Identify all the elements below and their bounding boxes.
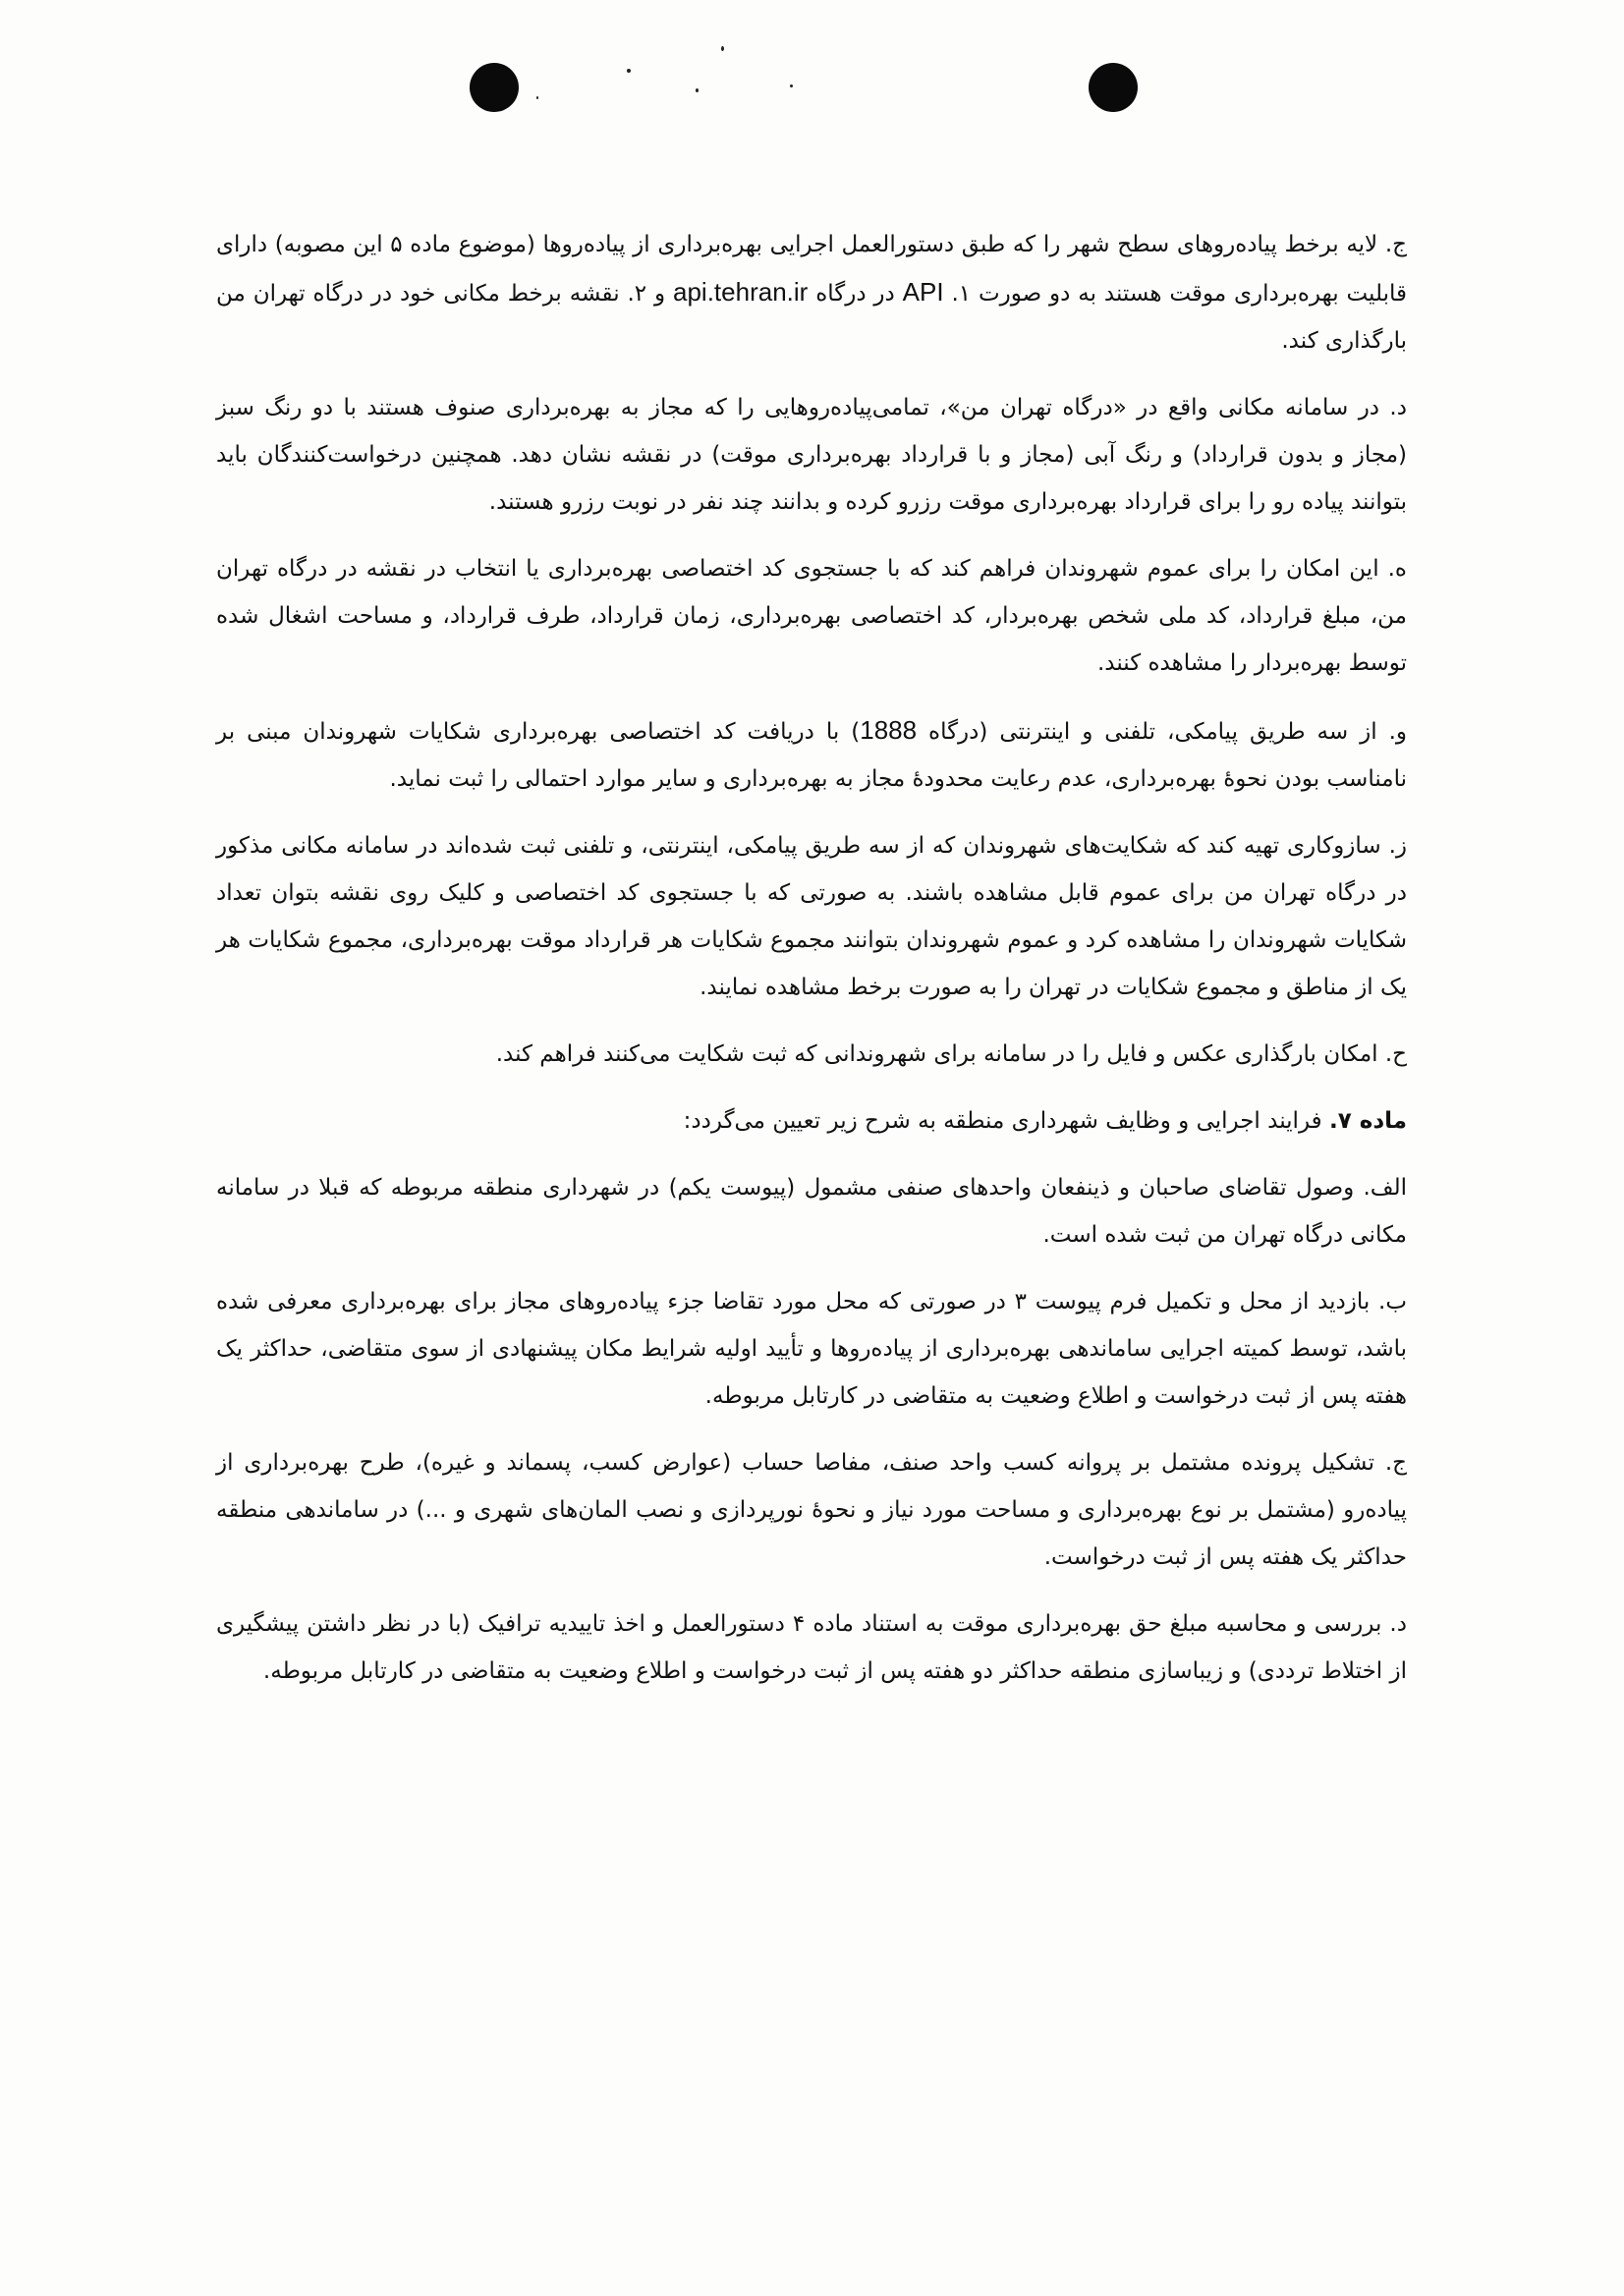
scan-speck [721, 46, 724, 51]
scan-speck [536, 96, 538, 99]
paragraph-he: ه. این امکان را برای عموم شهروندان فراهم کند که با جستجوی کد اختصاصی بهره‌برداری یا انتخاب در نقشه در درگاه تهران من، مبلغ قرارداد، کد ملی شخص بهره‌بردار، کد اختصاصی بهره‌برداری، زمان قرارداد، طرف قرارداد، و مساحت اشغال شده توسط بهره‌بردار را مشاهده کنند. [216, 556, 1407, 676]
article-7-text: فرایند اجرایی و وظایف شهرداری منطقه به شرح زیر تعیین می‌گردد: [683, 1108, 1329, 1134]
document-body [216, 221, 1407, 1714]
punch-hole-left [470, 63, 519, 112]
paragraph-je: ج. لایه برخط پیاده‌روهای سطح شهر را که طبق دستورالعمل اجرایی بهره‌برداری از پیاده‌روها (موضوع ماده ۵ این مصوبه) دارای قابلیت بهره‌برداری موقت هستند به دو صورت ۱. API در درگاه api.tehran.ir و ۲. نقشه برخط مکانی خود در درگاه تهران من بارگذاری کند. [216, 232, 1408, 354]
portal-number: 1888 [860, 715, 918, 745]
article-7-heading [216, 1097, 1407, 1145]
paragraph-dal: د. در سامانه مکانی واقع در «درگاه تهران من»، تمامی‌پیاده‌روهایی را که مجاز به بهره‌برداری صنوف هستند با دو رنگ سبز (مجاز و بدون قرارداد) و رنگ آبی (مجاز و با قرارداد بهره‌برداری موقت) در نقشه نشان دهد. همچنین درخواست‌کنندگان باید بتوانند پیاده رو را برای قرارداد بهره‌برداری موقت رزرو کرده و بدانند چند نفر در نوبت رزرو هستند. [216, 395, 1407, 515]
api-term: API [902, 277, 944, 307]
article-7-label: ماده ۷. [1328, 1108, 1407, 1134]
punch-hole-right [1089, 63, 1138, 112]
scan-speck [627, 69, 631, 73]
article-7-item-alef: الف. وصول تقاضای صاحبان و ذینفعان واحدهای صنفی مشمول (پیوست یکم) در شهرداری منطقه مربوطه که قبلا در سامانه مکانی درگاه تهران من ثبت شده است. [216, 1175, 1407, 1248]
scan-speck [790, 84, 793, 87]
article-7-item-dal: د. بررسی و محاسبه مبلغ حق بهره‌برداری موقت به استناد ماده ۴ دستورالعمل و اخذ تاییدیه ترافیک (با در نظر داشتن پیشگیری از اختلاط ترددی) و زیباسازی منطقه حداکثر دو هفته پس از ثبت درخواست و اطلاع وضعیت به متقاضی در کارتابل مربوطه. [216, 1611, 1407, 1684]
scan-speck [696, 88, 699, 92]
article-7-item-be: ب. بازدید از محل و تکمیل فرم پیوست ۳ در صورتی که محل مورد تقاضا جزء پیاده‌روهای مجاز برای بهره‌برداری معرفی شده باشد، توسط کمیته اجرایی ساماندهی بهره‌برداری از پیاده‌روها و تأیید اولیه شرایط مکان پیشنهادی از سوی متقاضی، حداکثر یک هفته پس از ثبت درخواست و اطلاع وضعیت به متقاضی در کارتابل مربوطه. [216, 1289, 1407, 1409]
paragraph-ze: ز. سازوکاری تهیه کند که شکایت‌های شهروندان که از سه طریق پیامکی، اینترنتی، و تلفنی ثبت شده‌اند در سامانه مکانی مذکور در درگاه تهران من برای عموم قابل مشاهده باشند. به صورتی که با جستجوی کد اختصاصی و کلیک روی نقشه بتوان تعداد شکایات شهروندان را مشاهده کرد و عموم شهروندان بتوانند مجموع شکایات هر قرارداد موقت بهره‌برداری، مجموع شکایات هر یک از مناطق و مجموع شکایات در تهران را به صورت برخط مشاهده نمایند. [216, 833, 1407, 1000]
paragraph-he2: ح. امکان بارگذاری عکس و فایل را در سامانه برای شهروندانی که ثبت شکایت می‌کنند فراهم کند. [495, 1041, 1407, 1067]
article-7-item-jim: ج. تشکیل پرونده مشتمل بر پروانه کسب واحد صنف، مفاصا حساب (عوارض کسب، پسماند و غیره)، طرح بهره‌برداری از پیاده‌رو (مشتمل بر نوع بهره‌برداری و مساحت مورد نیاز و نحوهٔ نورپردازی و نصب المان‌های شهری و ...) در ساماندهی منطقه حداکثر یک هفته پس از ثبت درخواست. [216, 1450, 1407, 1570]
api-url: api.tehran.ir [673, 277, 809, 307]
paragraph-vav: و. از سه طریق پیامکی، تلفنی و اینترنتی (درگاه 1888) با دریافت کد اختصاصی بهره‌برداری شکایات شهروندان مبنی بر نامناسب بودن نحوهٔ بهره‌برداری، عدم رعایت محدودهٔ مجاز به بهره‌برداری و سایر موارد احتمالی را ثبت نماید. [216, 715, 1407, 792]
